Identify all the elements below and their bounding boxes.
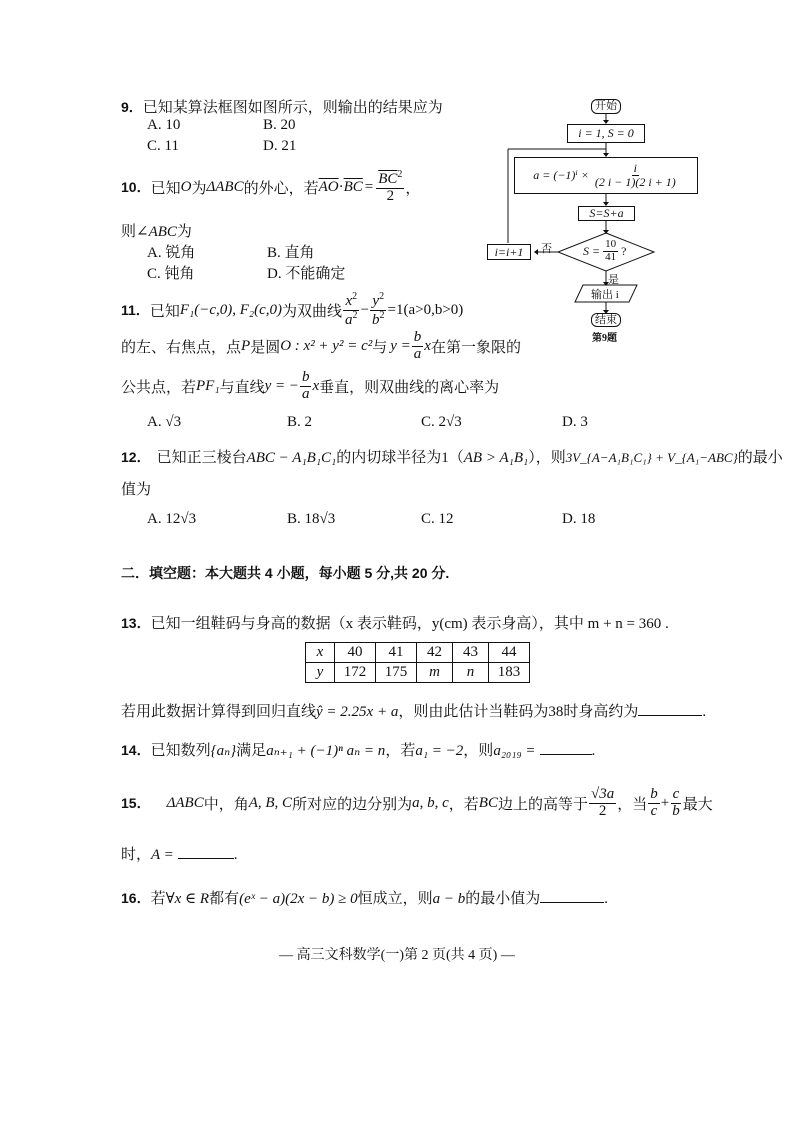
- q10-vector-ao: $\overline{AO}$: [318, 178, 339, 195]
- q15-a: A =: [151, 847, 174, 863]
- q15-triangle: ΔABC: [166, 794, 204, 811]
- q10-line2-pre: 则: [121, 224, 137, 240]
- q9-option-c: C. 11: [147, 138, 179, 154]
- q13-data-table: [305, 642, 530, 683]
- q11-frac-ba-2: [300, 370, 312, 403]
- q15-frac-c: c: [650, 802, 658, 819]
- q12-text-4: 的最小: [737, 450, 783, 466]
- q15-text-2: 所对应的边分别为: [292, 796, 413, 813]
- q10-triangle: ΔABC: [206, 178, 244, 195]
- q11-text-6: 在第一象限的: [430, 339, 521, 356]
- q11-text-8: 与直线: [219, 379, 265, 396]
- q16-answer-blank[interactable]: [540, 902, 604, 903]
- q11-frac-y: $\frac{y^2}{b^2}$: [372, 291, 385, 328]
- q9-option-b: B. 20: [263, 117, 296, 133]
- flow-assign: [514, 157, 698, 194]
- q11-foci: F₁(−c,0), F₂(c,0): [179, 301, 283, 318]
- q11-frac-ba: [412, 330, 424, 363]
- q15-frac-height: [589, 787, 616, 820]
- q14-number: 14．: [121, 742, 151, 758]
- q14-text-3: ，若: [385, 743, 416, 759]
- q11-a: a: [345, 311, 353, 328]
- q10-frac-num: $\overline{BC}$: [378, 171, 398, 187]
- q16-number: 16．: [121, 890, 151, 906]
- q10-line2: [121, 220, 192, 241]
- table-cell: 40: [335, 643, 376, 663]
- q10-frac-den: 2: [386, 187, 395, 204]
- q11-option-d: D. 3: [562, 414, 588, 430]
- q13-number: 13．: [121, 615, 151, 631]
- q15-text-1: 中，角: [203, 796, 249, 813]
- q15-sides: a, b, c: [412, 794, 449, 811]
- q11-frac-x: $\frac{x^2}{a^2}$: [345, 291, 358, 328]
- q10-equals: =: [364, 178, 374, 195]
- flow-cond-den: 41: [605, 250, 617, 263]
- q16-end: .: [604, 891, 609, 907]
- q14-end: .: [591, 743, 596, 759]
- q15-number: 15．: [121, 795, 151, 812]
- flow-increment: i=i+1: [487, 244, 531, 260]
- q15-frac-b: b: [650, 786, 658, 802]
- q15-height-num: √3a: [590, 786, 615, 802]
- q12-text-3: ），则: [528, 450, 566, 466]
- q12-option-b: B. 18√3: [287, 511, 336, 527]
- q11-point-p: P: [241, 337, 251, 354]
- q10-text-1: 已知: [150, 180, 181, 197]
- q14-text-2: 满足: [236, 743, 267, 759]
- table-cell: n: [453, 663, 489, 683]
- q10-option-b: B. 直角: [267, 245, 315, 261]
- q10-option-d: D. 不能确定: [267, 266, 346, 282]
- q15-plus: +: [660, 794, 670, 811]
- q11-text-3: 的左、右焦点，点: [121, 339, 242, 356]
- q14-stem: [121, 739, 595, 760]
- q11-line3-x: x: [312, 377, 320, 394]
- flow-end: 结束: [591, 313, 621, 327]
- q16-stem: [121, 887, 608, 908]
- q14-recurrence: aₙ₊₁ + (−1)ⁿ aₙ = n: [266, 743, 386, 759]
- q11-circle: O : x² + y² = c²: [280, 337, 373, 354]
- flow-cond-frac: [603, 239, 618, 263]
- q10-point-o: O: [180, 178, 192, 195]
- q13-line2: [121, 700, 706, 721]
- q11-pf1: PF₁: [196, 377, 220, 394]
- q13-text-3: ，则由此估计当鞋码为38时身高约为: [398, 704, 639, 720]
- q11-text-9: 垂直，则双曲线的离心率为: [319, 379, 500, 396]
- q11-frac-b: b: [413, 329, 422, 345]
- table-cell: 43: [453, 643, 489, 663]
- flow-assign-lhs: a = (−1)ⁱ ×: [533, 168, 589, 182]
- q10-number: 10．: [121, 179, 151, 196]
- q10-text-2: 为: [191, 180, 207, 197]
- q11-line3: [121, 370, 499, 403]
- q13-text-2: 若用此数据计算得到回归直线: [121, 704, 317, 720]
- q15-text-5: ，当: [617, 796, 648, 813]
- q11-b: b: [372, 311, 380, 328]
- q11-x: x: [345, 293, 353, 309]
- q13-end: .: [702, 704, 707, 720]
- q12-option-d: D. 18: [562, 511, 596, 527]
- q16-a-minus-b: a − b: [432, 891, 466, 907]
- q11-option-b: B. 2: [287, 414, 313, 430]
- q11-option-c: C. 2√3: [421, 414, 462, 430]
- q9-text: 已知某算法框图如图所示，则输出的结果应为: [142, 100, 443, 116]
- q13-regression: ŷ = 2.25x + a: [316, 704, 399, 720]
- q16-text-1: 若: [150, 891, 166, 907]
- q16-text-4: 的最小值为: [465, 891, 541, 907]
- q14-init: a₁ = −2: [415, 743, 464, 759]
- flow-sum: S=S+a: [578, 206, 635, 221]
- table-cell: 41: [376, 643, 417, 663]
- q16-text-3: 恒成立，则: [357, 891, 433, 907]
- q12-line2: 值为: [121, 482, 152, 498]
- flow-yes-label: 是: [608, 274, 619, 286]
- q16-text-2: 都有: [209, 891, 240, 907]
- q12-number: 12．: [121, 449, 151, 465]
- table-cell: 183: [489, 663, 530, 683]
- q14-answer-blank[interactable]: [540, 754, 592, 755]
- table-cell: y: [306, 663, 335, 683]
- q12-solid: ABC − A₁B₁C₁: [246, 450, 337, 466]
- q16-inequality: (eˣ − a)(2x − b) ≥ 0: [239, 891, 358, 907]
- flow-no-label: 否: [541, 243, 552, 255]
- q15-angles: A, B, C: [248, 794, 293, 811]
- q14-seq: {aₙ}: [210, 743, 237, 759]
- table-row: [306, 643, 530, 663]
- q13-answer-blank[interactable]: [638, 715, 702, 716]
- q15-text-3: ，若: [448, 796, 479, 813]
- table-cell: m: [417, 663, 453, 683]
- q11-number: 11．: [121, 302, 150, 319]
- table-row: [306, 663, 530, 683]
- table-cell: 42: [417, 643, 453, 663]
- q13-stem: [121, 612, 669, 633]
- q10-option-a: A. 锐角: [147, 245, 196, 261]
- q11-text-7: 公共点，若: [121, 379, 197, 396]
- table-cell: 172: [335, 663, 376, 683]
- flow-caption: 第9题: [592, 333, 617, 344]
- flow-init: i = 1, S = 0: [567, 124, 645, 143]
- q12-cond: AB > A₁B₁: [463, 450, 529, 466]
- table-cell: 175: [376, 663, 417, 683]
- q14-text-1: 已知数列: [150, 743, 211, 759]
- flow-output: 输出 i: [591, 289, 619, 301]
- q11-y: y: [372, 293, 380, 309]
- q15-line2: [121, 843, 238, 864]
- table-cell: x: [306, 643, 335, 663]
- flow-start: 开始: [591, 99, 621, 114]
- q11-line3-y: y = −: [264, 377, 299, 394]
- q12-line1: [121, 446, 783, 467]
- q9-option-d: D. 21: [263, 138, 297, 154]
- table-cell: 44: [489, 643, 530, 663]
- q13-text: 已知一组鞋码与身高的数据（x 表示鞋码，y(cm) 表示身高），其中 m + n = 360 .: [150, 616, 669, 632]
- q12-option-c: C. 12: [421, 511, 454, 527]
- q14-target: a₂₀₁₉ =: [493, 743, 536, 759]
- q11-line-x: x: [424, 337, 431, 354]
- q10-angle: ∠ABC: [136, 224, 177, 240]
- q11-text-2: 为双曲线: [282, 303, 343, 320]
- flow-assign-frac: [593, 162, 678, 188]
- q16-forall: ∀x ∈ R: [165, 891, 210, 907]
- q11-hyper-tail: =1(a>0,b>0): [387, 301, 464, 318]
- q11-text-5: 与: [372, 339, 388, 356]
- q11-text-1: 已知: [149, 303, 180, 320]
- q11-frac-a-2: a: [301, 385, 310, 402]
- q15-frac-c-2: c: [672, 786, 680, 802]
- q9-option-a: A. 10: [147, 117, 181, 133]
- q11-line-y: y =: [390, 337, 411, 354]
- flow-condition: [583, 239, 626, 263]
- q12-expr: 3V_{A−A₁B₁C₁} + V_{A₁−ABC}: [565, 450, 738, 465]
- q11-line1: 11． 已知 F₁(−c,0), F₂(c,0) 为双曲线 $\frac{x^2}{a^2}$ − $\frac{y^2}{b^2}$ =1(a>0,b>0): [121, 291, 464, 328]
- q15-text-6: 最大: [682, 796, 713, 813]
- q15-answer-blank[interactable]: [178, 858, 234, 859]
- q15-bc: BC: [478, 794, 498, 811]
- q10-frac-sup: 2: [397, 169, 403, 180]
- q10-text-3: 的外心，若: [243, 180, 319, 197]
- flow-cond-num: 10: [605, 238, 617, 250]
- q15-line1: [121, 787, 713, 820]
- q9-stem: [121, 96, 443, 117]
- q15-frac-bc: [648, 787, 660, 820]
- q9-number: 9．: [121, 99, 143, 115]
- q11-line2: [121, 330, 521, 363]
- q12-option-a: A. 12√3: [147, 511, 197, 527]
- q15-frac-cb: [670, 787, 682, 820]
- q10-stem: [121, 170, 420, 205]
- q15-end: .: [233, 847, 238, 863]
- flow-cond-q: ?: [621, 243, 627, 258]
- section-heading: 二．填空题：本大题共 4 小题，每小题 5 分,共 20 分.: [121, 565, 450, 581]
- q10-line2-post: 为: [176, 224, 192, 240]
- flow-assign-num: i: [633, 161, 638, 176]
- q15-text-4: 边上的高等于: [497, 796, 588, 813]
- q15-frac-b-2: b: [672, 802, 680, 819]
- flow-assign-den: (2 i − 1)(2 i + 1): [594, 175, 676, 189]
- q14-text-4: ，则: [463, 743, 494, 759]
- flow-cond-lhs: S =: [583, 243, 601, 258]
- q11-frac-b-2: b: [301, 369, 310, 385]
- q11-option-a: A. √3: [147, 414, 182, 430]
- q10-dot: ·: [338, 178, 344, 195]
- q12-text-1: 已知正三棱台: [156, 450, 247, 466]
- q12-text-2: 的内切球半径为1（: [336, 450, 464, 466]
- q15-height-den: 2: [598, 802, 607, 819]
- q15-text-7: 时，: [121, 847, 152, 863]
- q11-text-4: 是圆: [250, 339, 281, 356]
- q10-vector-bc: $\overline{BC}$: [343, 178, 363, 195]
- q10-fraction: [376, 170, 404, 205]
- q10-text-4: ，: [405, 180, 421, 197]
- q11-frac-a: a: [413, 345, 422, 362]
- q10-option-c: C. 钝角: [147, 266, 195, 282]
- page-footer: — 高三文科数学(一)第 2 页(共 4 页) —: [279, 948, 515, 963]
